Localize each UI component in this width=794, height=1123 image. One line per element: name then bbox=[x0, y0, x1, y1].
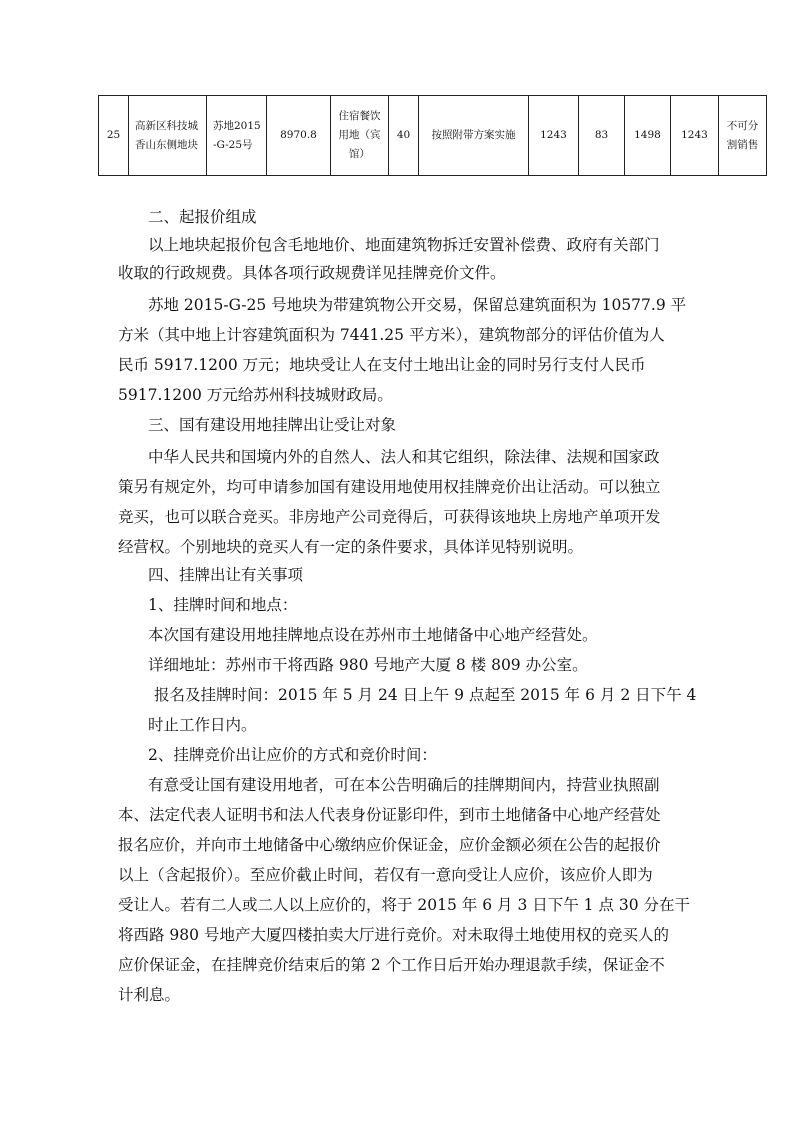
paragraph-line: 有意受让国有建设用地者，可在本公告明确后的挂牌期间内，持营业执照副 bbox=[148, 776, 660, 794]
cell-v4: 1243 bbox=[671, 96, 719, 176]
paragraph-line: 计利息。 bbox=[118, 986, 181, 1004]
cell-area: 8970.8 bbox=[267, 96, 331, 176]
cell-no: 25 bbox=[99, 96, 129, 176]
paragraph-line: 时止工作日内。 bbox=[148, 716, 257, 734]
section-heading: 四、挂牌出让有关事项 bbox=[148, 566, 304, 584]
paragraph-line: 报名应价，并向市土地储备中心缴纳应价保证金，应价金额必须在公告的起报价 bbox=[118, 836, 661, 854]
paragraph-line: 详细地址：苏州市干将西路 980 号地产大厦 8 楼 809 办公室。 bbox=[148, 656, 588, 674]
paragraph-line: 收取的行政规费。具体各项行政规费详见挂牌竞价文件。 bbox=[118, 264, 506, 282]
cell-v2: 83 bbox=[579, 96, 625, 176]
paragraph-line: 本次国有建设用地挂牌地点设在苏州市土地储备中心地产经营处。 bbox=[148, 626, 598, 644]
section-heading: 二、起报价组成 bbox=[148, 208, 257, 226]
cell-v3: 1498 bbox=[625, 96, 671, 176]
paragraph-line: 以上（含起报价）。至应价截止时间，若仅有一意向受让人应价，该应价人即为 bbox=[118, 866, 653, 884]
paragraph-line: 策另有规定外，均可申请参加国有建设用地使用权挂牌竞价出让活动。可以独立 bbox=[118, 478, 661, 496]
paragraph-line: 受让人。若有二人或二人以上应价的，将于 2015 年 6 月 3 日下午 1 点 30 分在干 bbox=[118, 896, 691, 914]
section-heading: 三、国有建设用地挂牌出让受让对象 bbox=[148, 416, 397, 434]
paragraph-line: 方米（其中地上计容建筑面积为 7441.25 平方米），建筑物部分的评估价值为人 bbox=[118, 326, 665, 344]
paragraph-line: 苏地 2015-G-25 号地块为带建筑物公开交易，保留总建筑面积为 10577.9 平 bbox=[148, 296, 687, 314]
cell-use: 住宿餐饮用地（宾馆） bbox=[331, 96, 389, 176]
paragraph-line: 应价保证金，在挂牌竞价结束后的第 2 个工作日后开始办理退款手续，保证金不 bbox=[118, 956, 665, 974]
paragraph-line: 5917.1200 万元给苏州科技城财政局。 bbox=[118, 386, 393, 404]
parcel-table bbox=[98, 95, 767, 176]
cell-parcel-id: 苏地2015-G-25号 bbox=[207, 96, 267, 176]
paragraph-line: 报名及挂牌时间：2015 年 5 月 24 日上午 9 点起至 2015 年 6 月 2 日下午 4 bbox=[154, 686, 697, 704]
cell-plan: 按照附带方案实施 bbox=[419, 96, 529, 176]
paragraph-line: 竞买，也可以联合竞买。非房地产公司竞得后，可获得该地块上房地产单项开发 bbox=[118, 508, 661, 526]
cell-location: 高新区科技城香山东侧地块 bbox=[129, 96, 207, 176]
subsection-heading: 1、挂牌时间和地点： bbox=[148, 596, 298, 614]
cell-years: 40 bbox=[389, 96, 419, 176]
subsection-heading: 2、挂牌竞价出让应价的方式和竞价时间： bbox=[148, 746, 437, 764]
paragraph-line: 以上地块起报价包含毛地地价、地面建筑物拆迁安置补偿费、政府有关部门 bbox=[148, 236, 660, 254]
paragraph-line: 经营权。个别地块的竞买人有一定的条件要求，具体详见特别说明。 bbox=[118, 538, 584, 556]
cell-note: 不可分割销售 bbox=[719, 96, 767, 176]
paragraph-line: 本、法定代表人证明书和法人代表身份证影印件，到市土地储备中心地产经营处 bbox=[118, 806, 661, 824]
paragraph-line: 中华人民共和国境内外的自然人、法人和其它组织，除法律、法规和国家政 bbox=[148, 448, 660, 466]
paragraph-line: 民币 5917.1200 万元；地块受让人在支付土地出让金的同时另行支付人民币 bbox=[118, 356, 646, 374]
paragraph-line: 将西路 980 号地产大厦四楼拍卖大厅进行竞价。对未取得土地使用权的竞买人的 bbox=[118, 926, 669, 944]
table-row bbox=[99, 96, 767, 176]
cell-v1: 1243 bbox=[529, 96, 579, 176]
